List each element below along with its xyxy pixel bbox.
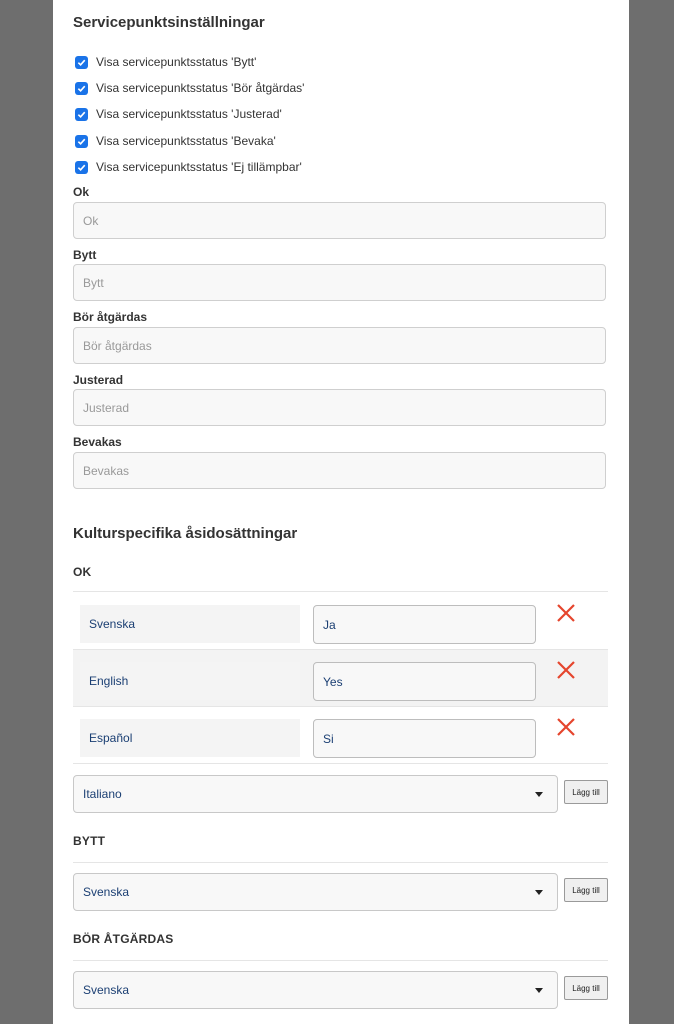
checkbox-show-bevaka[interactable] bbox=[75, 133, 276, 149]
add-culture-button[interactable]: Lägg till bbox=[564, 780, 608, 804]
culture-name: Español bbox=[80, 719, 300, 757]
bevakas-input[interactable]: Bevakas bbox=[73, 452, 606, 489]
override-value-input[interactable]: Yes bbox=[313, 662, 536, 701]
divider bbox=[73, 763, 608, 764]
select-value: Svenska bbox=[83, 885, 130, 899]
field-label-bytt: Bytt bbox=[73, 248, 97, 262]
checkbox-show-bytt[interactable] bbox=[75, 54, 256, 70]
override-value-input[interactable]: Si bbox=[313, 719, 536, 758]
checkbox-show-ej-tillampbar[interactable] bbox=[75, 159, 302, 175]
close-icon[interactable] bbox=[556, 660, 576, 680]
check-icon[interactable] bbox=[75, 161, 88, 174]
culture-select-bytt[interactable] bbox=[73, 873, 558, 911]
select-value: Svenska bbox=[83, 983, 130, 997]
field-label-ok: Ok bbox=[73, 185, 90, 199]
check-icon[interactable] bbox=[75, 82, 88, 95]
checkbox-show-bor-atgardas[interactable] bbox=[75, 80, 304, 96]
bor-atgardas-input[interactable]: Bör åtgärdas bbox=[73, 327, 606, 364]
ok-input[interactable]: Ok bbox=[73, 202, 606, 239]
checkbox-label: Visa servicepunktsstatus 'Justerad' bbox=[96, 107, 282, 121]
close-icon[interactable] bbox=[556, 603, 576, 623]
settings-panel bbox=[53, 0, 629, 1024]
chevron-down-icon[interactable] bbox=[535, 792, 543, 797]
divider bbox=[73, 960, 608, 961]
culture-select-bor-atgardas[interactable] bbox=[73, 971, 558, 1009]
chevron-down-icon[interactable] bbox=[535, 988, 543, 993]
add-culture-button[interactable]: Lägg till bbox=[564, 976, 608, 1000]
culture-overrides-title: Kulturspecifika åsidosättningar bbox=[73, 525, 298, 542]
checkbox-label: Visa servicepunktsstatus 'Bytt' bbox=[96, 55, 257, 69]
justerad-input[interactable]: Justerad bbox=[73, 389, 606, 426]
override-value-input[interactable]: Ja bbox=[313, 605, 536, 644]
checkbox-label: Visa servicepunktsstatus 'Ej tillämpbar' bbox=[96, 160, 302, 174]
group-heading-bor-atgardas: BÖR ÅTGÄRDAS bbox=[73, 932, 174, 946]
culture-name: Svenska bbox=[80, 605, 300, 643]
divider bbox=[73, 862, 608, 863]
checkbox-label: Visa servicepunktsstatus 'Bör åtgärdas' bbox=[96, 81, 305, 95]
close-icon[interactable] bbox=[556, 717, 576, 737]
checkbox-show-justerad[interactable] bbox=[75, 106, 282, 122]
field-label-bevakas: Bevakas bbox=[73, 435, 122, 449]
bytt-input[interactable]: Bytt bbox=[73, 264, 606, 301]
culture-select-ok[interactable] bbox=[73, 775, 558, 813]
chevron-down-icon[interactable] bbox=[535, 890, 543, 895]
check-icon[interactable] bbox=[75, 56, 88, 69]
field-label-bor-atgardas: Bör åtgärdas bbox=[73, 310, 148, 324]
select-value: Italiano bbox=[83, 787, 122, 801]
add-culture-button[interactable]: Lägg till bbox=[564, 878, 608, 902]
group-heading-bytt: BYTT bbox=[73, 834, 106, 848]
field-label-justerad: Justerad bbox=[73, 373, 124, 387]
service-settings-title: Servicepunktsinställningar bbox=[73, 14, 265, 31]
check-icon[interactable] bbox=[75, 108, 88, 121]
check-icon[interactable] bbox=[75, 135, 88, 148]
culture-name: English bbox=[80, 662, 300, 700]
group-heading-ok: OK bbox=[73, 565, 92, 579]
checkbox-label: Visa servicepunktsstatus 'Bevaka' bbox=[96, 134, 276, 148]
